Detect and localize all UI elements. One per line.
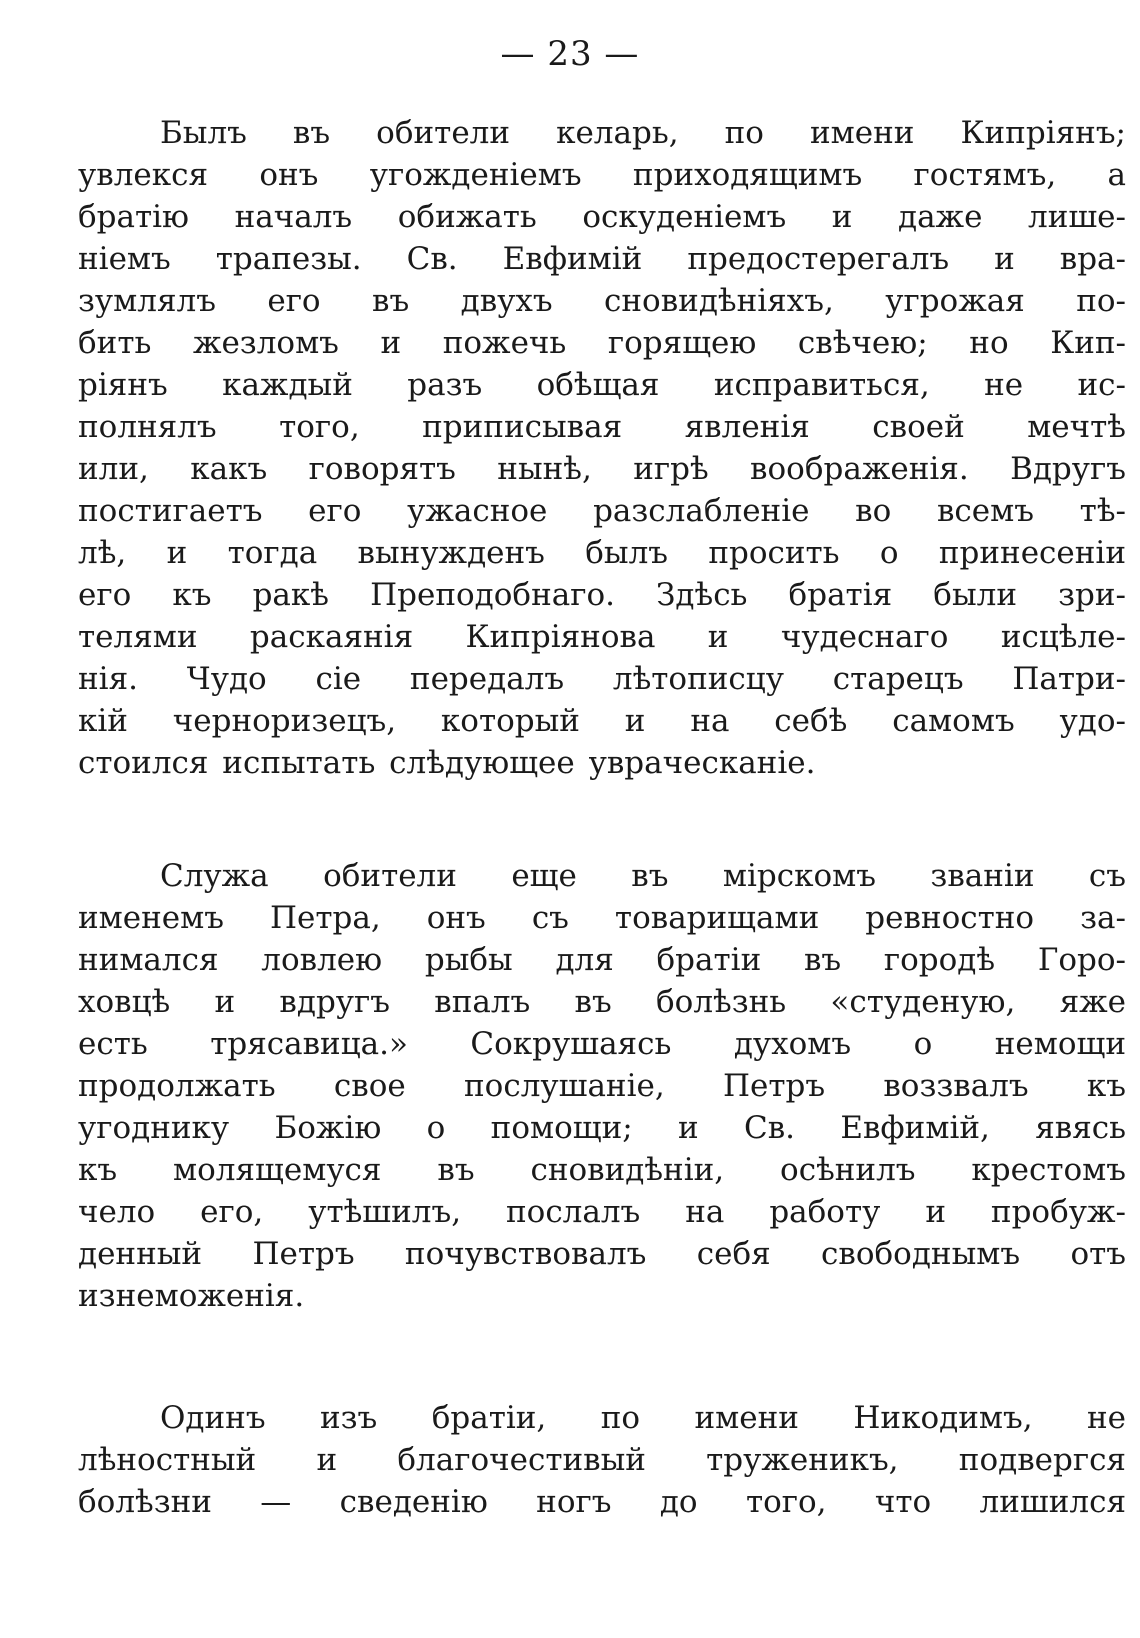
- text-line: лѣностный и благочестивый труженикъ, подвергся: [78, 1442, 1126, 1478]
- text-line: къ молящемуся въ сновидѣніи, осѣнилъ крестомъ: [78, 1152, 1126, 1188]
- text-line: стоился испытать слѣдующее увраческаніе.: [78, 745, 816, 781]
- text-line: Служа обители еще въ мірскомъ званіи съ: [160, 858, 1126, 894]
- text-line: болѣзни — сведенію ногъ до того, что лишился: [78, 1484, 1126, 1520]
- page-number: — 23 —: [500, 34, 640, 74]
- text-line: нимался ловлею рыбы для братіи въ городѣ Горо-: [78, 942, 1126, 978]
- text-line: ховцѣ и вдругъ впалъ въ болѣзнь «студеную, яже: [78, 984, 1126, 1020]
- text-line: телями раскаянія Кипріянова и чудеснаго исцѣле-: [78, 619, 1126, 655]
- text-line: увлекся онъ угожденіемъ приходящимъ гостямъ, а: [78, 157, 1126, 193]
- text-line: ніемъ трапезы. Св. Евфимій предостерегалъ и вра-: [78, 241, 1126, 277]
- text-line: именемъ Петра, онъ съ товарищами ревностно за-: [78, 900, 1126, 936]
- text-line: Былъ въ обители келарь, по имени Кипріянъ;: [160, 115, 1126, 151]
- text-line: есть трясавица.» Сокрушаясь духомъ о немощи: [78, 1026, 1126, 1062]
- text-line: чело его, утѣшилъ, послалъ на работу и пробуж-: [78, 1194, 1126, 1230]
- text-line: Одинъ изъ братіи, по имени Никодимъ, не: [160, 1400, 1126, 1436]
- text-line: лѣ, и тогда вынужденъ былъ просить о принесеніи: [78, 535, 1126, 571]
- text-line: бить жезломъ и пожечь горящею свѣчею; но Кип-: [78, 325, 1126, 361]
- text-line: угоднику Божію о помощи; и Св. Евфимій, явясь: [78, 1110, 1126, 1146]
- text-line: полнялъ того, приписывая явленія своей мечтѣ: [78, 409, 1126, 445]
- text-line: постигаетъ его ужасное разслабленіе во всемъ тѣ-: [78, 493, 1126, 529]
- text-line: или, какъ говорятъ нынѣ, игрѣ воображенія. Вдругъ: [78, 451, 1126, 487]
- text-line: денный Петръ почувствовалъ себя свободнымъ отъ: [78, 1236, 1126, 1272]
- text-line: продолжать свое послушаніе, Петръ воззвалъ къ: [78, 1068, 1126, 1104]
- text-line: ріянъ каждый разъ обѣщая исправиться, не ис-: [78, 367, 1126, 403]
- text-line: нія. Чудо сіе передалъ лѣтописцу старецъ Патри-: [78, 661, 1126, 697]
- text-line: кій черноризецъ, который и на себѣ самомъ удо-: [78, 703, 1126, 739]
- text-line: его къ ракѣ Преподобнаго. Здѣсь братія были зри-: [78, 577, 1126, 613]
- text-line: братію началъ обижать оскуденіемъ и даже лише-: [78, 199, 1126, 235]
- text-line: изнеможенія.: [78, 1278, 305, 1314]
- text-line: зумлялъ его въ двухъ сновидѣніяхъ, угрожая по-: [78, 283, 1126, 319]
